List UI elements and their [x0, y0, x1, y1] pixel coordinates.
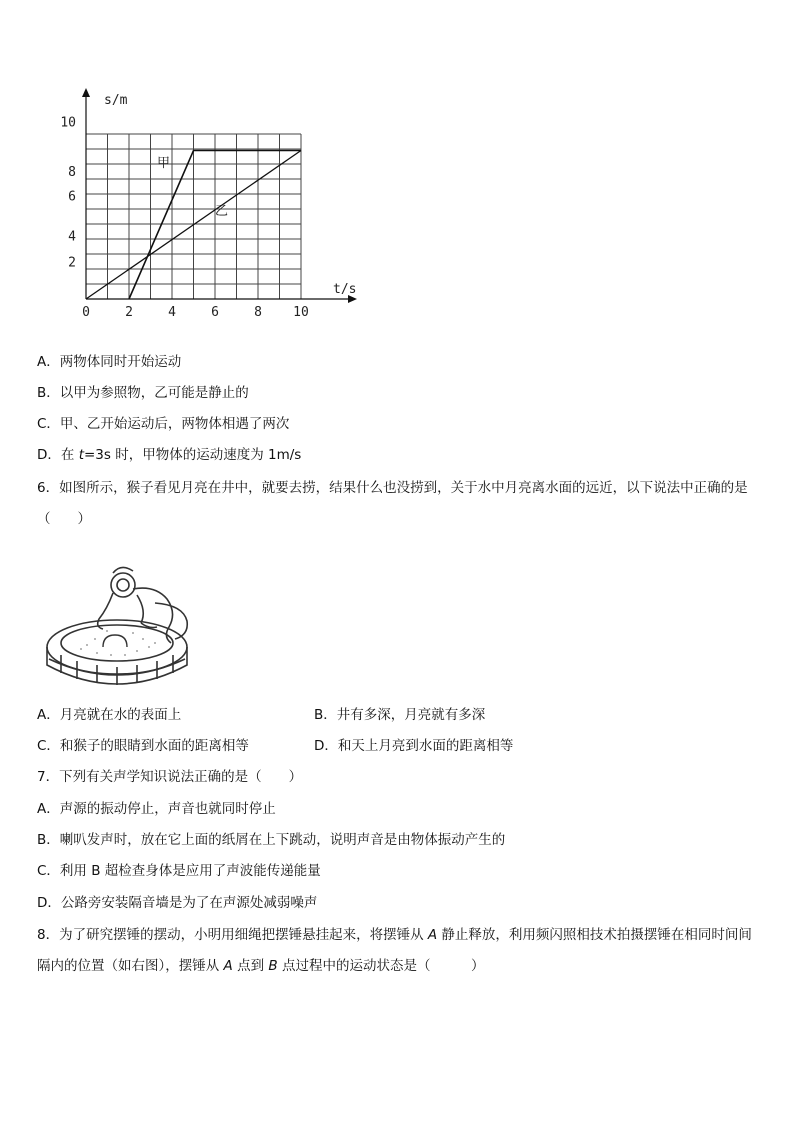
y-tick-label: 8	[68, 164, 76, 180]
y-tick-label: 10	[60, 115, 76, 131]
q8-stem-3: 点到	[232, 958, 269, 974]
q5-option-b: B．以甲为参照物，乙可能是静止的	[37, 385, 249, 401]
q7-option-b: B．喇叭发声时，放在它上面的纸屑在上下跳动，说明声音是由物体振动产生的	[37, 832, 506, 848]
x-tick-label: 2	[125, 305, 133, 320]
q6-option-d: D．和天上月亮到水面的距离相等	[314, 738, 514, 754]
q6-stem: 6．如图所示，猴子看见月亮在井中，就要去捞，结果什么也没捞到，关于水中月亮离水面的远近，以下说法中正确的是（ ）	[37, 480, 748, 527]
point-a-2: A	[223, 958, 233, 974]
q8-stem-4: 点过程中的运动状态是（ ）	[277, 958, 485, 974]
x-tick-label: 8	[254, 305, 262, 320]
q5-option-c: C．甲、乙开始运动后，两物体相遇了两次	[37, 416, 290, 432]
q5-option-d	[37, 445, 301, 465]
var-t: t	[78, 447, 84, 463]
y-axis-arrow	[82, 88, 90, 97]
x-tick-label: 4	[168, 305, 176, 320]
monkey-well-illustration	[37, 555, 203, 695]
chart-grid	[86, 134, 301, 299]
q7-option-a: A．声源的振动停止，声音也就同时停止	[37, 801, 276, 817]
q6-option-c: C．和猴子的眼睛到水面的距离相等	[37, 738, 249, 754]
q6-option-b: B．井有多深，月亮就有多深	[314, 707, 486, 723]
point-a: A	[427, 927, 438, 943]
chart-axes	[82, 88, 357, 303]
q8-stem	[37, 920, 759, 982]
x-tick-label: 6	[211, 305, 219, 320]
s-t-graph	[55, 86, 365, 326]
y-tick-label: 4	[68, 229, 76, 245]
x-tick-label: 0	[82, 305, 90, 320]
q8-stem-2: 静止释放，利用频闪照相技术拍摄摆锤在相同时间间隔内的位置（如右图），摆锤从	[37, 927, 752, 974]
q7-option-c: C．利用 B 超检查身体是应用了声波能传递能量	[37, 863, 321, 879]
y-tick-label: 6	[68, 189, 76, 205]
x-tick-label: 10	[293, 305, 309, 320]
x-axis-label: t/s	[333, 282, 357, 297]
q5-option-d-post: =3s 时，甲物体的运动速度为 1m/s	[83, 447, 302, 463]
point-b: B	[268, 958, 278, 974]
q7-stem: 7．下列有关声学知识说法正确的是（ ）	[37, 769, 303, 785]
q6-option-a: A．月亮就在水的表面上	[37, 707, 182, 723]
q5-option-d-pre: D．在	[37, 447, 79, 463]
series-label-jia: 甲	[156, 156, 170, 171]
y-axis-label: s/m	[104, 93, 128, 108]
y-tick-label: 2	[68, 255, 76, 271]
q5-option-a: A．两物体同时开始运动	[37, 354, 182, 370]
q8-stem-1: 8．为了研究摆锤的摆动，小明用细绳把摆锤悬挂起来，将摆锤从	[37, 927, 428, 943]
series-label-yi: 乙	[215, 203, 229, 219]
q7-option-d: D．公路旁安装隔音墙是为了在声源处减弱噪声	[37, 895, 318, 911]
